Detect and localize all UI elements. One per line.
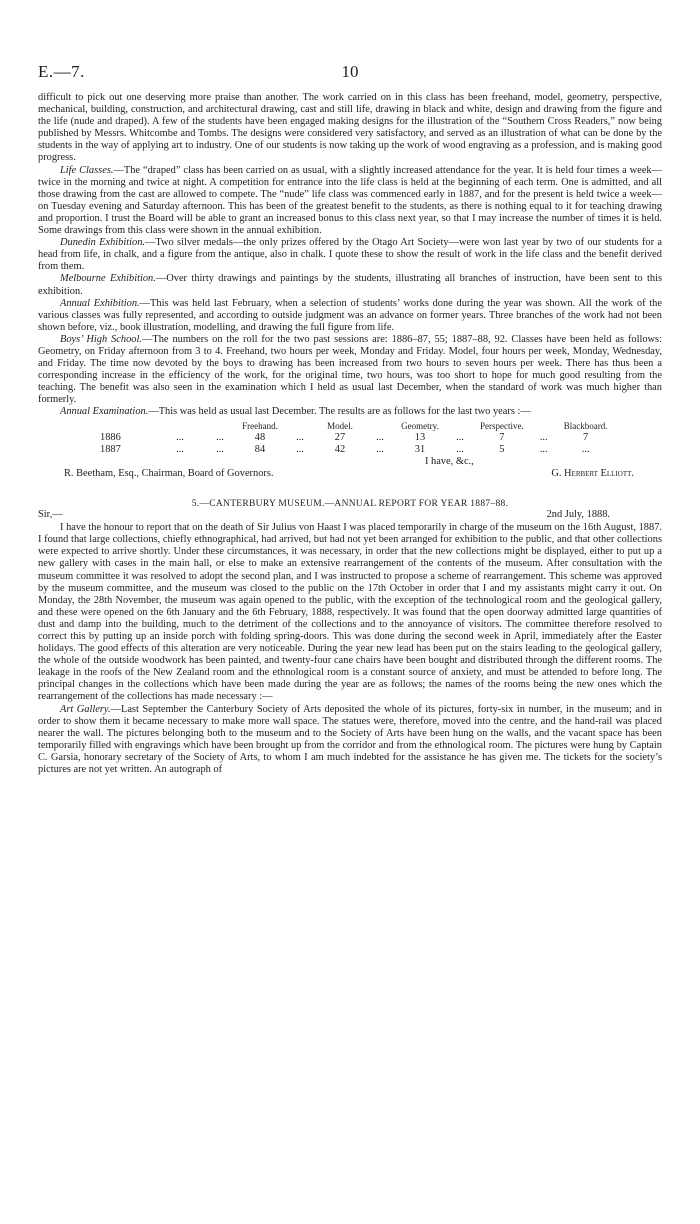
heading-annual-exhibition: Annual Exhibition.: [60, 297, 140, 309]
salutation: Sir,—: [38, 509, 63, 521]
paragraph-boys-high-school: [38, 334, 662, 407]
addressee: R. Beetham, Esq., Chairman, Board of Governors.: [64, 468, 274, 480]
cell-perspective: 7: [499, 431, 505, 443]
table-row: 1886 ... ... 48 ... 27 ... 13 ... 7 ... 7: [38, 432, 662, 444]
section-title: 5.—CANTERBURY MUSEUM.—ANNUAL REPORT FOR YEAR 1887–88.: [191, 499, 509, 510]
document-reference: E.—7.: [38, 62, 85, 81]
col-geometry: Geometry.: [401, 420, 439, 431]
results-header-row: [38, 420, 662, 432]
paragraph-dunedin-exhibition: [38, 237, 662, 273]
text-melbourne-exhibition: —Over thirty drawings and paintings by the students, illustrating all branches of instruction, have been sent to this exhibition.: [38, 273, 662, 297]
document-page: [38, 62, 662, 776]
cell-perspective: 5: [499, 443, 505, 455]
museum-report-text: [38, 522, 662, 776]
paragraph-melbourne-exhibition: [38, 273, 662, 297]
heading-life-classes: Life Classes.: [60, 164, 114, 176]
letter-date: 2nd July, 1888.: [546, 509, 610, 521]
paragraph-continuation: difficult to pick out one deserving more praise than another. The work carried on in this class has been freehand, model, geometry, perspective, mechanical, building, construction, and architectural drawing, cast and still life, drawing in black and white, design and drawing from the figure and the life (nude and draped). A few of the students have been engaged making designs for the illustration of the “Southern Cross Readers,” now being published by Messrs. Whitcombe and Tombs. The designs were considered very satisfactory, and served as an illustration of what can be done by the students in the way of applying art to industry. One of our students is now taking up the work of wood engraving as a profession, and is making good progress.: [38, 92, 662, 164]
paragraph-life-classes: [38, 165, 662, 238]
paragraph-annual-examination: [38, 406, 662, 418]
salutation-row: [38, 509, 662, 522]
table-row: 1887 ... ... 84 ... 42 ... 31 ... 5 ... ...: [38, 444, 662, 456]
row-year: 1887: [100, 443, 121, 455]
cell-model: 42: [334, 443, 346, 455]
col-blackboard: Blackboard.: [563, 420, 608, 431]
row-year: 1886: [100, 431, 121, 443]
cell-geometry: 31: [414, 443, 426, 455]
cell-geometry: 13: [414, 431, 426, 443]
text-annual-exhibition: —This was held last February, when a selection of students’ works done during the year was shown. All the work of the various classes was fully represented, and according to outside judgment was an advance on former years. Three branches of the work had not been shown before, viz., book illustration, modelling, and drawing the full figure from life.: [38, 297, 662, 333]
text-annual-examination: —This was held as usual last December. The results are as follows for the last two years :—: [148, 406, 531, 418]
cell-blackboard: 7: [583, 431, 589, 443]
text-life-classes: —The “draped” class has been carried on as usual, with a slightly increased attendance for the year. It is held four times a week—twice in the morning and twice at night. A competition for entrance into the life class is held at the beginning of each term. One is admitted, and all those drawing from the cast are allowed to compete. The “nude” life class was commenced early in 1887, and for the present is held twice a week—on Tuesday evening and Saturday afternoon. This has been of the greatest benefit to the students, as there is nothing equal to it for teaching drawing and proportion. I trust the Board will be able to grant an increased bonus to this class next year, so that I may increase the number of times it is held. Some drawings from this class were shown in the annual exhibition.: [38, 164, 662, 237]
heading-annual-examination: Annual Examination.: [60, 406, 149, 418]
cell-blackboard: ...: [581, 443, 590, 455]
cell-freehand: 84: [254, 443, 266, 455]
heading-art-gallery: Art Gallery.: [60, 703, 111, 715]
text-boys-high-school: —The numbers on the roll for the two past sessions are: 1886–87, 55; 1887–88, 92. Classes have been held as follows: Geometry, on Friday afternoon from 3 to 4. Freehand, two hours per week, Monday and Friday. Model, four hours per week, Monday, Wednesday, and Friday. The time now devoted by the boys to drawing has been increased from two hours to seven hours per week. There has thus been a corresponding increase in the efficiency of the work, for the original time, two hours, was too short to hope for much good resulting from the teaching. The benefit was also seen in the examination which I held as usual last December, when the standard of work was much higher than formerly.: [38, 333, 662, 406]
page-header: [38, 62, 662, 92]
paragraph-art-gallery: [38, 704, 662, 777]
paragraph-museum-report: I have the honour to report that on the death of Sir Julius von Haast I was placed temporarily in charge of the museum on the 16th August, 1887. I found that large collections, chiefly ethnographical, had arrived, but had not yet been arranged for exhibition to the public, and that other collections were expected to arrive shortly. Under these circumstances, it was necessary, in order that the new collections might be displayed, either to put up a new gallery with cases in the main hall, or else to make an extensive rearrangement of the contents of the museum. After consultation with the museum committee it was resolved to adopt the second plan, and I was instructed to propose a scheme of rearrangement. This scheme was approved by the museum committee, and the museum was closed to the public on the 17th October in order that I and my assistants might carry it out. On Monday, the 28th November, the museum was again opened to the public, with the exception of the technological room and the geological gallery, and these were opened on the 6th January and the 6th February, 1888, respectively. It was found that the open doorway admitted large quantities of dust and damp into the building, much to the detriment of the collections and to the annoyance of visitors. The committee therefore resolved to correct this by putting up an inside porch with folding spring-doors. This was done during the second week in April, immediately after the Easter holidays. The good effects of this alteration are very noticeable. During the year new lead has been put on the stairs leading to the geological gallery, the whole of the outside woodwork has been painted, and twenty-four cane chairs have been bought and distributed through the different rooms. The leakage in the roofs of the New Zealand room and the ethnological room is a constant source of anxiety, and must be attended to before long. The principal changes in the collections which have been made during the year are as follows; the names of the rooms being the new ones which the rearrangement of the collections has made necessary :—: [38, 522, 662, 703]
heading-dunedin-exhibition: Dunedin Exhibition.: [60, 237, 145, 249]
closing: I have, &c.,: [425, 456, 474, 468]
col-perspective: Perspective.: [480, 420, 524, 431]
cell-model: 27: [334, 431, 346, 443]
heading-boys-high-school: Boys’ High School.: [60, 333, 142, 345]
body-text: [38, 92, 662, 419]
paragraph-annual-exhibition: [38, 298, 662, 334]
heading-melbourne-exhibition: Melbourne Exhibition.: [60, 273, 156, 285]
signoff: [38, 456, 662, 481]
cell-freehand: 48: [254, 431, 266, 443]
page-number: 10: [341, 62, 359, 81]
text-art-gallery: —Last September the Canterbury Society of Arts deposited the whole of its pictures, forty-six in number, in the museum; and in order to show them it became necessary to make more wall space. The statues were, therefore, moved into the centre, and the hand-rail was placed nearer the wall. The pictures belonging both to the museum and to the Society of Arts have been hung on the walls, and the vacant space has been temporarily filled with engravings which have been brought up from the corridor and from the ethnological room. The pictures were hung by Captain C. Garsia, honorary secretary of the Society of Arts, to whom I am much indebted for the assistance he has given me. The tickets for the society’s pictures are not yet written. An autograph of: [38, 703, 662, 776]
results-table: [38, 420, 662, 457]
text-dunedin-exhibition: —Two silver medals—the only prizes offered by the Otago Art Society—were won last year by two of our students for a head from life, in chalk, and a figure from the antique, also in chalk. I quote these to show the result of work in the life class and the benefit derived from them.: [38, 237, 662, 273]
signer: G. Herbert Elliott.: [551, 468, 634, 480]
col-freehand: Freehand.: [242, 420, 278, 431]
col-model: Model.: [327, 420, 353, 431]
